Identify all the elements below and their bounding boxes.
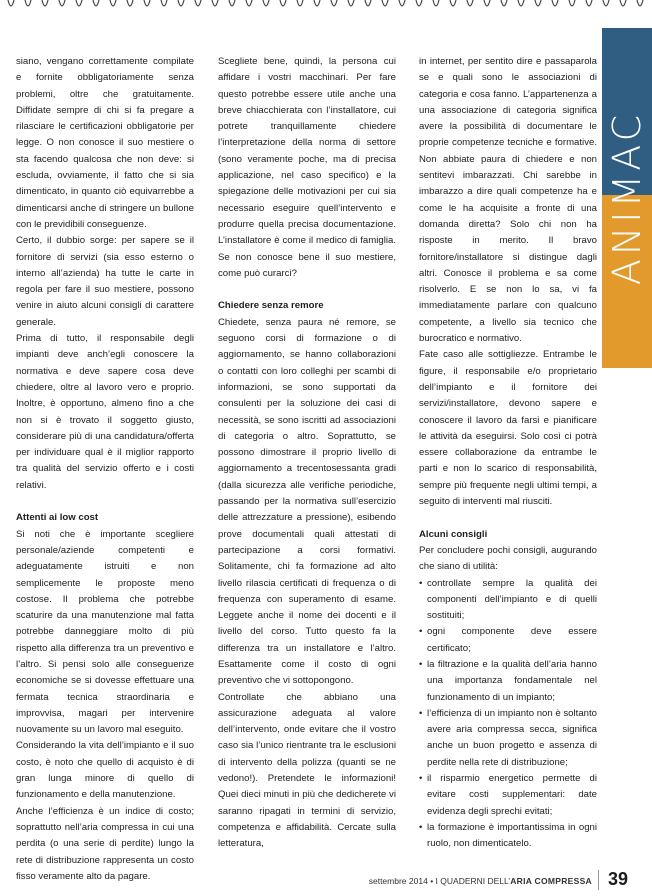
list-item <box>419 820 597 853</box>
paragraph: Considerando la vita dell’impianto e il suo costo, è noto che quello di acquisto è di gran lunga minore di quello di funzionamento e della manutenzione. <box>16 740 194 801</box>
paragraph: Chiedete, senza paura né remore, se seguono corsi di formazione o di aggiornamento, se hanno collaborazioni o contatti con loro colleghi per scambi di informazioni, se sono supportati da consulenti per la soluzione dei casi di necessità, se sono iscritti ad associazioni di categoria o altro. Soprattutto, se possono dimostrare il proprio livello di aggiornamento a trecentosessanta gradi (dalla sicurezza alle verifiche periodiche, passando per la normativa sull’esercizio delle attrezzature a pressione), esibendo prove documentali quali attestati di partecipazione a corsi formativi. Solitamente, chi fa formazione ad alto livello rilascia certificati di frequenza o di frequenza con superamento di esame. Leggete anche il nome dei docenti e il livello del corso. Tutto questo fa la differenza tra un installatore e l’altro. Esattamente come il costo di ogni preventivo che vi sottopongono. <box>218 316 396 687</box>
footer-divider <box>598 870 599 890</box>
bullet-dot: • <box>419 773 423 785</box>
paragraph: Fate caso alle sottigliezze. Entrambe le figure, il responsabile e/o proprietario dell’impianto e il fornitore dei servizi/installatore, devono sapere e conoscere il lavoro da farsi e pianificare le attività da eseguirsi. Solo così ci potrà essere collaborazione da entrambe le parti e non lo scarico di responsabilità, sempre più frequente negli ultimi tempi, a seguito di interventi mal riusciti. <box>419 349 597 508</box>
spacer <box>419 510 597 526</box>
paragraph: Si noti che è importante scegliere personale/aziende competenti e adeguatamente istruiti e non semplicemente le proposte meno costose. Il problema che potrebbe scaturire da una manutenzione mal fatta potrebbe danneggiare molto di più rispetto alla differenza tra un preventivo e l’altro. Si pensi solo alle conseguenze economiche se si dovesse effettuare una fermata tecnica straordinaria e improvvisa, magari per intervenire nuovamente su un lavoro mal eseguito. <box>16 528 194 736</box>
paragraph: siano, vengano correttamente compilate e fornite obbligatoriamente senza problemi, oltre che gratuitamente. Diffidate sempre di chi si fa pregare a rilasciare le certificazioni obbligatorie per legge. O non conosce il suo mestiere o sta facendo qualcosa che non deve: si escluda, ovviamente, il fatto che si sia dimenticato, in quanto ciò equivarrebbe a dimenticarsi anche di stringere un bullone con le previdibili conseguenze. <box>16 56 194 230</box>
spacer <box>16 494 194 510</box>
paragraph: Scegliete bene, quindi, la persona cui affidare i vostri macchinari. Per fare questo potrebbe essere utile anche una breve chiacchierata con l’installatore, cui potrete tranquillamente chiedere l’interpretazione della norma di settore (sono veramente poche, ma di precisa applicazione, nel caso specifico) e la spiegazione delle motivazioni per cui sia necessario eseguire quell’intervento e produrre quella precisa documentazione. L’installatore è come il medico di famiglia. Se non conosce bene il suo mestiere, come può curarci? <box>218 56 396 279</box>
list-item-text: controllate sempre la qualità dei componenti dell’impianto e di quelli sostituiti; <box>427 577 597 622</box>
paragraph: Prima di tutto, il responsabile degli impianti deve anch’egli conoscere la normativa e deve sapere cosa deve chiedere, oltre al lavoro vero e proprio. Inoltre, è opportuno, almeno fino a che non si è trovato il soggetto giusto, considerare più di una candidatura/offerta per individuare qual è il miglior rapporto tra qualità del servizio offerto e i costi relativi. <box>16 333 194 491</box>
footer-publication-prefix: I QUADERNI DELL’ <box>435 876 511 886</box>
section-sidebar-label <box>602 28 652 368</box>
list-item <box>419 576 597 625</box>
footer-separator: • <box>430 876 434 886</box>
section-heading: Alcuni consigli <box>419 528 488 540</box>
list-item-text: il risparmio energetico permette di evitare costi supplementari: date evidenza degli sprechi evitati; <box>427 773 597 817</box>
section-label-text: ANIMAC <box>605 110 649 286</box>
list-item-text: la formazione è importantissima in ogni ruolo, non dimenticatelo. <box>427 821 597 850</box>
paragraph: Anche l’efficienza è un indice di costo; soprattutto nell’aria compressa in cui una perdita (o una serie di perdite) lungo la rete di distribuzione rappresenta un costo fisso veramente alto da pagare. <box>16 805 194 882</box>
list-item <box>419 624 597 657</box>
list-item-text: la filtrazione e la qualità dell’aria hanno una importanza fondamentale nel funzionamento di un impianto; <box>427 658 597 703</box>
section-heading: Chiedere senza remore <box>218 300 324 312</box>
paragraph: Controllate che abbiano una assicurazione adeguata al valore dell’intervento, onde evitare che il vostro caso sia l’unico rientrante tra le esclusioni di intervento della polizza (quanti se ne vedono!). Pretendete le informazioni! Quei dieci minuti in più che dedicherete vi saranno ripagati in termini di servizio, competenza e affidabilità. Cercate sulla letteratura, <box>218 691 396 850</box>
paragraph: Per concludere pochi consigli, augurando che siano di utilità: <box>419 544 597 573</box>
page-footer <box>0 868 652 892</box>
bullet-dot: • <box>419 707 423 719</box>
footer-date: settembre 2014 <box>368 876 428 886</box>
spiral-binding <box>0 0 652 20</box>
list-item <box>419 657 597 706</box>
text-column-3 <box>419 54 597 853</box>
list-item <box>419 706 597 771</box>
footer-publication-bold: ARIA COMPRESSA <box>510 876 592 886</box>
list-item-text: ogni componente deve essere certificato; <box>427 626 597 654</box>
bullet-dot: • <box>419 626 423 638</box>
list-item-text: l’efficienza di un impianto non è soltanto avere aria compressa secca, significa anche un buon progetto e assenza di perdite nella rete di distribuzione; <box>427 707 597 768</box>
paragraph: Certo, il dubbio sorge: per sapere se il fornitore di servizi (sia esso esterno o interno all’azienda) ha tutte le carte in regola per fare il suo mestiere, possono venire in aiuto alcuni consigli di carattere generale. <box>16 235 194 328</box>
paragraph: in internet, per sentito dire e passaparola se e quali sono le associazioni di categoria e cosa fanno. L’appartenenza a una associazione di categoria significa avere la possibilità di documentare le proprie competenze tecniche e formative. Non abbiate paura di chiedere e non sentitevi imbarazzati. Chi sarebbe in imbarazzo a dire quali competenze ha e come le ha acquisite a fronte di una domanda diretta? Solo chi non ha risposte in merito. Il bravo fornitore/installatore si distingue dagli altri. Conosce il problema e sa come risolverlo. E se non lo sa, vi fa immediatamente parlare con qualcuno competente, a livello sia tecnico che burocratico e normativo. <box>419 56 597 345</box>
text-column-1 <box>16 54 194 885</box>
bullet-dot: • <box>419 577 423 589</box>
bullet-dot: • <box>419 658 423 670</box>
footer-running-head <box>369 876 592 886</box>
page-number: 39 <box>607 869 628 889</box>
section-heading: Attenti ai low cost <box>16 512 99 524</box>
bullet-dot: • <box>419 821 423 833</box>
spacer <box>218 282 396 298</box>
list-item <box>419 771 597 820</box>
text-column-2 <box>218 54 396 853</box>
